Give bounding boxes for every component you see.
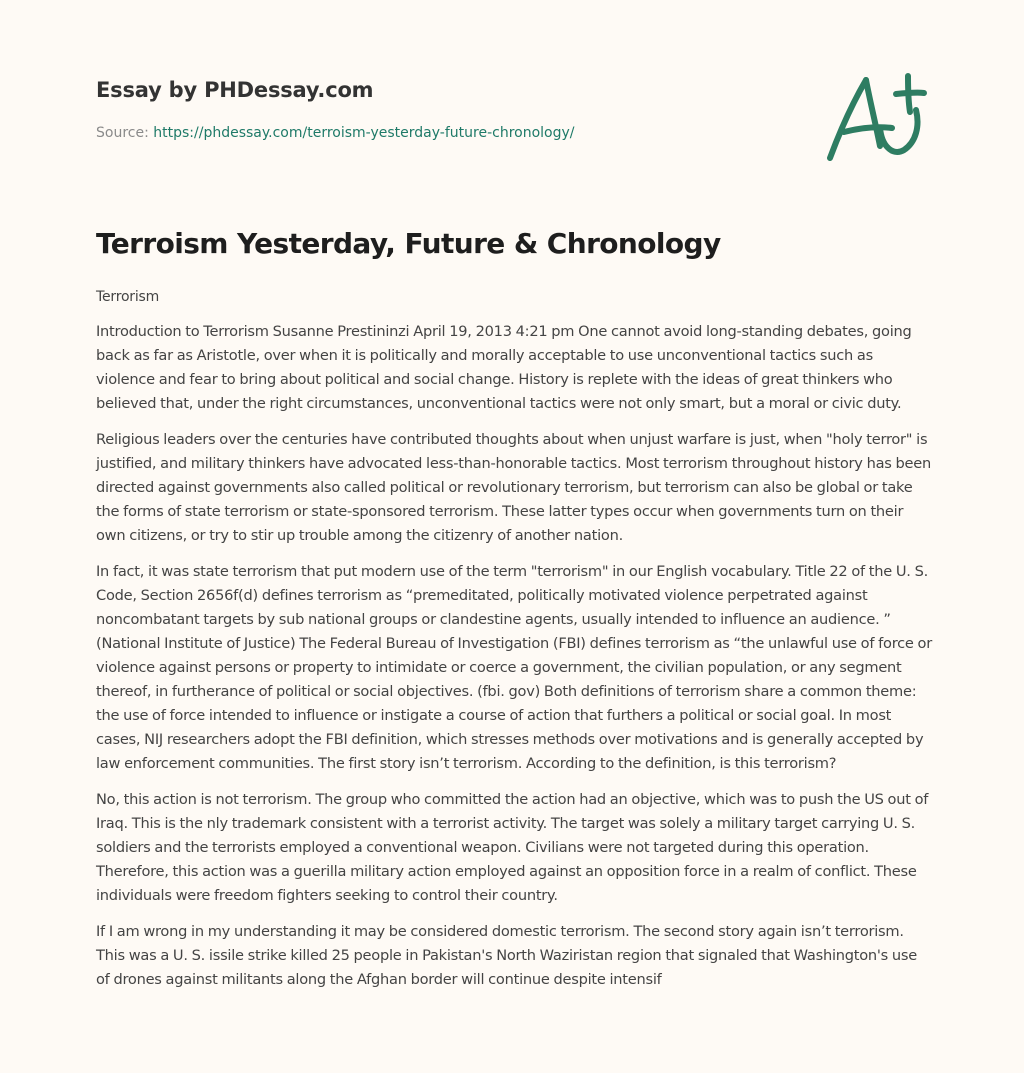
- essay-paragraph: Introduction to Terrorism Susanne Prestininzi April 19, 2013 4:21 pm One cannot avoid long-standing debates, going back as far as Aristotle, over when it is politically and morally acceptable to use unconventional tactics such as violence and fear to bring about political and social change. History is replete with the ideas of great thinkers who believed that, under the right circumstances, unconventional tactics were not only smart, but a moral or civic duty.: [96, 323, 912, 412]
- brand-title: Essay by PHDessay.com: [96, 78, 374, 102]
- source-label: Source:: [96, 125, 154, 141]
- a-plus-grade-icon: [820, 66, 930, 166]
- source-link[interactable]: https://phdessay.com/terroism-yesterday-future-chronology/: [153, 125, 575, 141]
- source-line: [96, 123, 796, 143]
- essay-body: [96, 286, 932, 1004]
- essay-paragraph: In fact, it was state terrorism that put modern use of the term "terrorism" in our English vocabulary. Title 22 of the U. S. Code, Section 2656f(d) defines terrorism as “premeditated, politically motivated violence perpetrated against noncombatant targets by sub national groups or clandestine agents, usually intended to influence an audience. ” (National Institute of Justice) The Federal Bureau of Investigation (FBI) defines terrorism as “the unlawful use of force or violence against persons or property to intimidate or coerce a government, the civilian population, or any segment thereof, in furtherance of political or social objectives. (fbi. gov) Both definitions of terrorism share a common theme: the use of force intended to influence or instigate a course of action that furthers a political or social goal. In most cases, NIJ researchers adopt the FBI definition, which stresses methods over motivations and is generally accepted by law enforcement communities. The first story isn’t terrorism. According to the definition, is this terrorism?: [96, 563, 932, 772]
- essay-paragraph: Religious leaders over the centuries have contributed thoughts about when unjust warfare is just, when "holy terror" is justified, and military thinkers have advocated less-than-honorable tactics. Most terrorism throughout history has been directed against governments also called political or revolutionary terrorism, but terrorism can also be global or take the forms of state terrorism or state-sponsored terrorism. These latter types occur when governments turn on their own citizens, or try to stir up trouble among the citizenry of another nation.: [96, 431, 931, 544]
- essay-title: Terroism Yesterday, Future & Chronology: [96, 227, 721, 260]
- essay-category: Terrorism: [96, 289, 160, 305]
- essay-paragraph: No, this action is not terrorism. The group who committed the action had an objective, which was to push the US out of Iraq. This is the nly trademark consistent with a terrorist activity. The target was solely a military target carrying U. S. soldiers and the terrorists employed a conventional weapon. Civilians were not targeted during this operation. Therefore, this action was a guerilla military action employed against an opposition force in a realm of conflict. These individuals were freedom fighters seeking to control their country.: [96, 791, 929, 904]
- essay-paragraph: If I am wrong in my understanding it may be considered domestic terrorism. The second story again isn’t terrorism. This was a U. S. issile strike killed 25 people in Pakistan's North Waziristan region that signaled that Washington's use of drones against militants along the Afghan border will continue despite intensif: [96, 923, 918, 988]
- essay-header: [96, 76, 796, 143]
